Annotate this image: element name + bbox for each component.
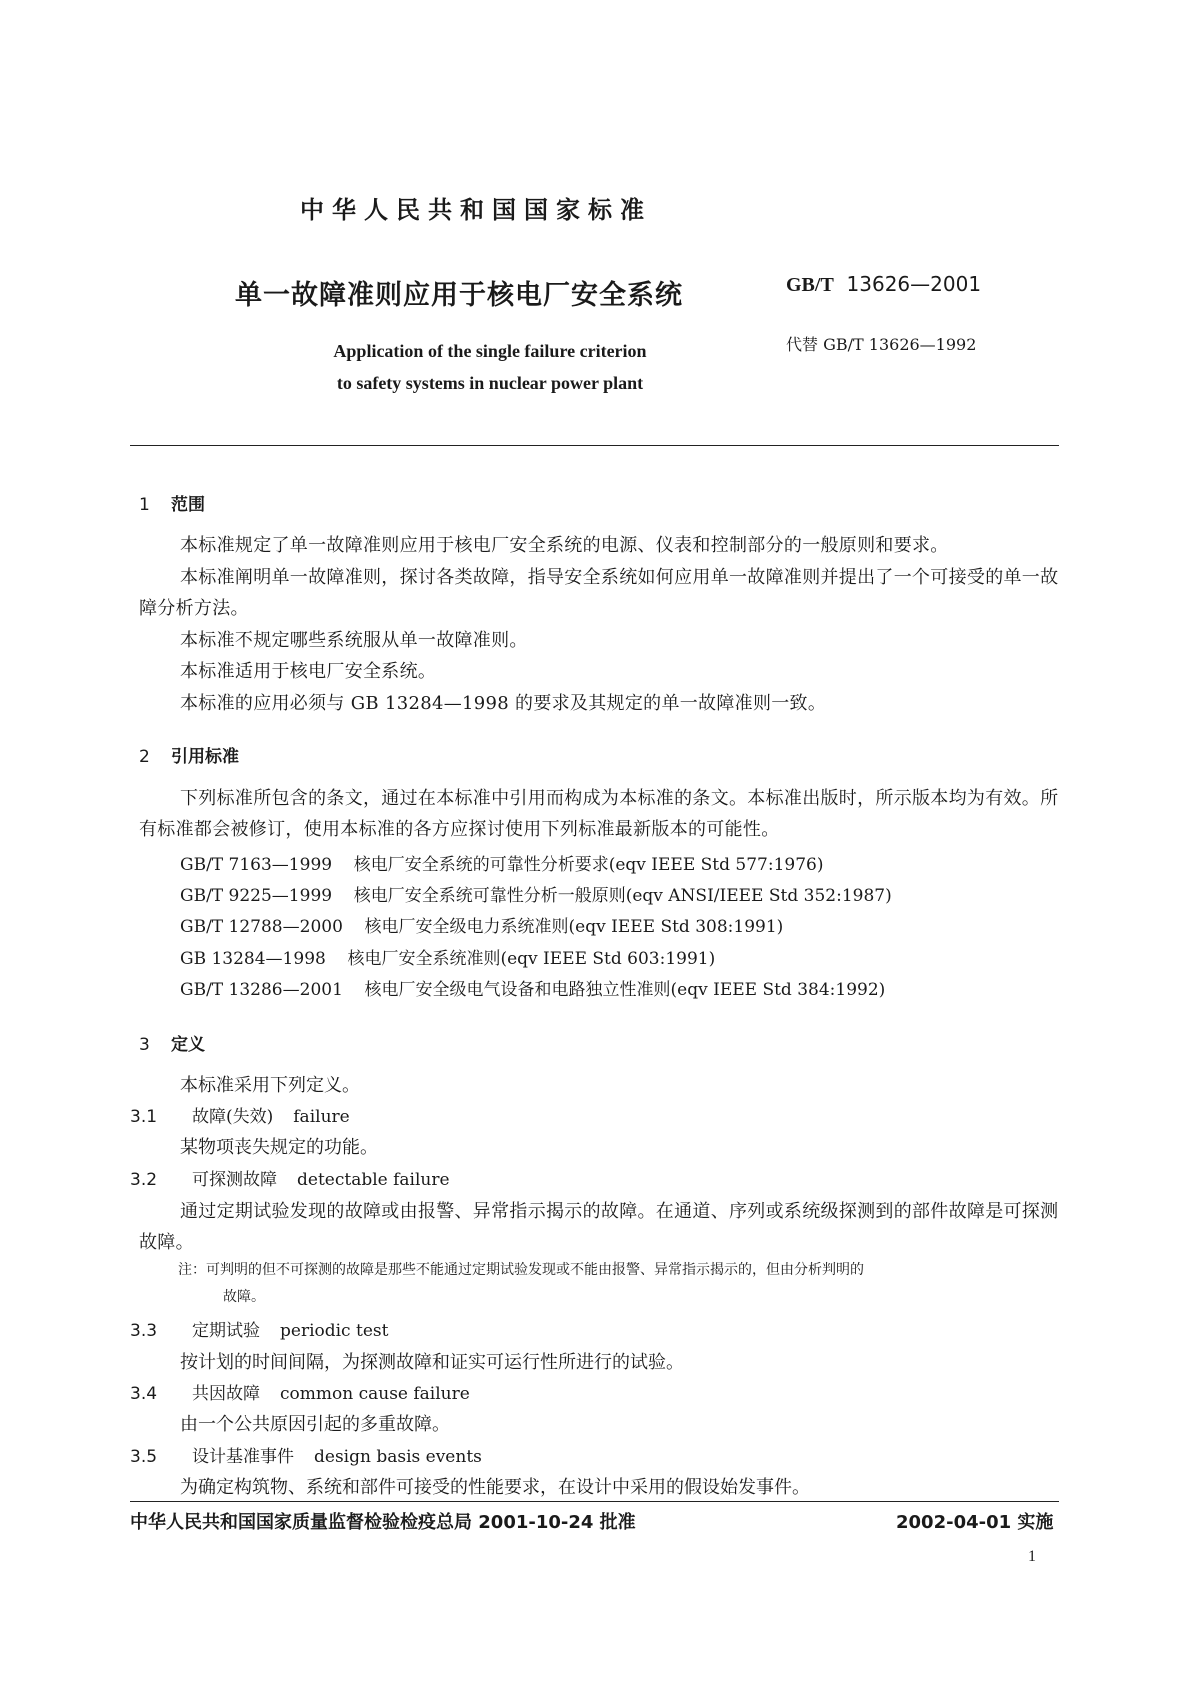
standard-prefix: GB/T xyxy=(786,274,834,296)
section-3-number: 3 xyxy=(139,1035,150,1055)
reference-code: GB/T 7163—1999 xyxy=(180,855,333,875)
document-title-en xyxy=(295,335,685,399)
definition-term-en: detectable failure xyxy=(297,1170,450,1190)
section-1-number: 1 xyxy=(139,495,150,515)
national-standard-heading: 中华人民共和国国家标准 xyxy=(300,196,652,224)
definition-3-3-heading xyxy=(130,1316,388,1341)
reference-code: GB/T 13286—2001 xyxy=(180,980,343,1000)
definition-3-2-heading xyxy=(130,1165,450,1190)
document-title-cn: 单一故障准则应用于核电厂安全系统 xyxy=(235,280,683,311)
title-en-line-1: Application of the single failure criterion xyxy=(333,341,647,361)
title-en-line-2: to safety systems in nuclear power plant xyxy=(336,373,644,393)
page-number: 1 xyxy=(1028,1548,1036,1565)
effective-date: 2002-04-01 实施 xyxy=(896,1512,1054,1533)
reference-item xyxy=(180,944,715,969)
definition-3-4-text: 由一个公共原因引起的多重故障。 xyxy=(180,1414,450,1435)
definition-number: 3.3 xyxy=(130,1321,158,1341)
definition-term: 设计基准事件 xyxy=(192,1447,294,1467)
reference-title: 核电厂安全系统可靠性分析一般原则(eqv ANSI/IEEE Std 352:1987) xyxy=(353,886,892,906)
reference-item xyxy=(180,850,823,875)
footer-divider xyxy=(130,1501,1059,1502)
section-3-title: 定义 xyxy=(171,1035,205,1055)
note-line-1: 注：可判明的但不可探测的故障是那些不能通过定期试验发现或不能由报警、异常指示揭示的，但由分析判明的 xyxy=(178,1262,864,1278)
section-2-heading xyxy=(139,742,239,767)
reference-code: GB/T 12788—2000 xyxy=(180,917,343,937)
approval-line: 中华人民共和国国家质量监督检验检疫总局 2001-10-24 批准 xyxy=(130,1512,636,1533)
section-3-heading xyxy=(139,1030,205,1055)
definition-3-5-text: 为确定构筑物、系统和部件可接受的性能要求，在设计中采用的假设始发事件。 xyxy=(180,1477,810,1498)
definition-3-2-note xyxy=(178,1257,1058,1311)
replaces-standard: 代替 GB/T 13626—1992 xyxy=(786,335,977,354)
section-1-para-1: 本标准规定了单一故障准则应用于核电厂安全系统的电源、仪表和控制部分的一般原则和要求。 xyxy=(180,535,949,556)
definition-term: 定期试验 xyxy=(192,1321,260,1341)
definition-term-en: design basis events xyxy=(314,1447,482,1467)
note-line-2: 故障。 xyxy=(223,1289,265,1305)
definition-3-5-heading xyxy=(130,1442,482,1467)
section-3-intro: 本标准采用下列定义。 xyxy=(180,1075,360,1096)
definition-3-3-text: 按计划的时间间隔，为探测故障和证实可运行性所进行的试验。 xyxy=(180,1352,684,1373)
standard-number xyxy=(786,272,981,297)
definition-term: 共因故障 xyxy=(192,1384,260,1404)
section-2-title: 引用标准 xyxy=(171,747,239,767)
definition-term-en: common cause failure xyxy=(280,1384,470,1404)
definition-term-en: periodic test xyxy=(280,1321,389,1341)
reference-code: GB 13284—1998 xyxy=(180,949,326,969)
section-1-para-2: 本标准阐明单一故障准则，探讨各类故障，指导安全系统如何应用单一故障准则并提出了一个可接受的单一故障分析方法。 xyxy=(139,567,1059,619)
definition-term: 可探测故障 xyxy=(192,1170,277,1190)
section-1-title: 范围 xyxy=(171,495,205,515)
definition-number: 3.2 xyxy=(130,1170,158,1190)
definition-3-4-heading xyxy=(130,1379,470,1404)
definition-number: 3.1 xyxy=(130,1107,158,1127)
standard-number-value: 13626—2001 xyxy=(846,272,982,296)
section-1-para-4: 本标准适用于核电厂安全系统。 xyxy=(180,661,437,682)
definition-number: 3.5 xyxy=(130,1447,158,1467)
section-2-para-1: 下列标准所包含的条文，通过在本标准中引用而构成为本标准的条文。本标准出版时，所示版本均为有效。所有标准都会被修订，使用本标准的各方应探讨使用下列标准最新版本的可能性。 xyxy=(139,788,1059,840)
section-2-number: 2 xyxy=(139,747,150,767)
reference-item xyxy=(180,912,783,937)
definition-term-en: failure xyxy=(293,1107,350,1127)
definition-3-2-text: 通过定期试验发现的故障或由报警、异常指示揭示的故障。在通道、序列或系统级探测到的部件故障是可探测故障。 xyxy=(139,1201,1059,1253)
reference-code: GB/T 9225—1999 xyxy=(180,886,333,906)
section-1-para-5: 本标准的应用必须与 GB 13284—1998 的要求及其规定的单一故障准则一致。 xyxy=(180,693,827,714)
section-1-para-3: 本标准不规定哪些系统服从单一故障准则。 xyxy=(180,630,528,651)
reference-title: 核电厂安全级电气设备和电路独立性准则(eqv IEEE Std 384:1992) xyxy=(364,980,886,1000)
definition-number: 3.4 xyxy=(130,1384,158,1404)
definition-term: 故障(失效) xyxy=(192,1107,274,1127)
reference-title: 核电厂安全系统的可靠性分析要求(eqv IEEE Std 577:1976) xyxy=(353,855,824,875)
reference-title: 核电厂安全级电力系统准则(eqv IEEE Std 308:1991) xyxy=(364,917,784,937)
header-divider xyxy=(130,445,1059,446)
reference-item xyxy=(180,881,892,906)
section-1-heading xyxy=(139,490,205,515)
definition-3-1-heading xyxy=(130,1102,350,1127)
definition-3-1-text: 某物项丧失规定的功能。 xyxy=(180,1137,378,1158)
reference-title: 核电厂安全系统准则(eqv IEEE Std 603:1991) xyxy=(347,949,716,969)
reference-item xyxy=(180,975,885,1000)
